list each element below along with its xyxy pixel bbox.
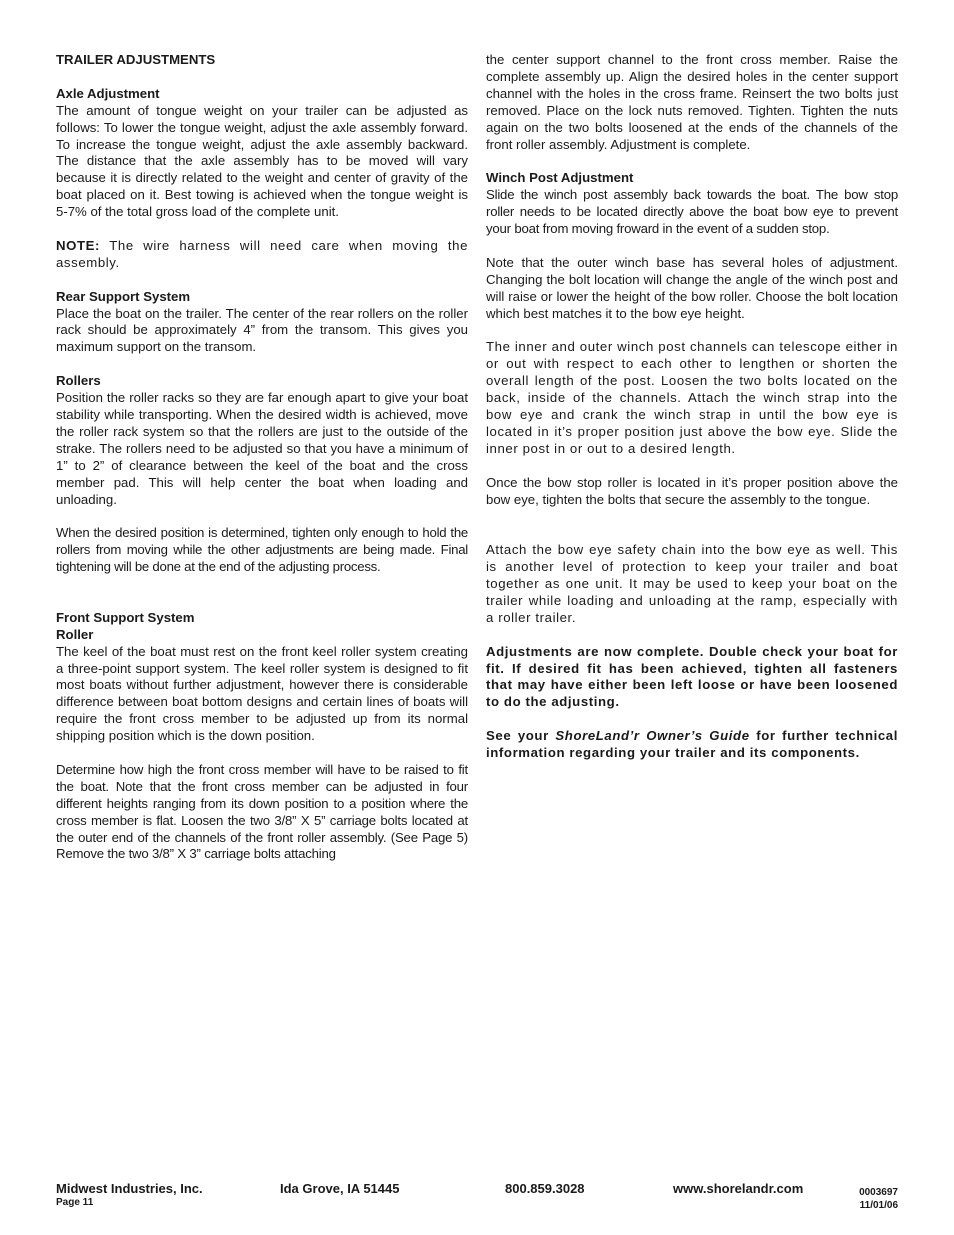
front-subheading: Roller bbox=[56, 626, 94, 642]
note-paragraph bbox=[56, 238, 468, 272]
rollers-body-2: When the desired position is determined, tighten only enough to hold the rollers from moving while the other adjustments are being made. Final tightening will be done at the end of the adjusting process. bbox=[56, 525, 468, 575]
footer-page-number: Page 11 bbox=[56, 1197, 94, 1208]
section-title: TRAILER ADJUSTMENTS bbox=[56, 52, 216, 67]
front-body-2: Determine how high the front cross member will have to be raised to fit the boat. Note that the front cross member can be adjusted in four different heights ranging from its down position to a position where the cross member is flat. Loosen the two 3/8” X 5” carriage bolts located at the outer end of the channels of the front roller assembly. (See Page 5) Remove the two 3/8” X 3” carriage bolts attaching bbox=[56, 761, 468, 862]
guide-title: ShoreLand’r Owner’s Guide bbox=[555, 728, 750, 744]
winch-body-3: The inner and outer winch post channels can telescope either in or out with respect to each other to lengthen or shorten the overall length of the post. Loosen the two bolts located on the back, inside of the channels. Attach the winch strap into the bow eye and crank the winch strap in until the bow eye is located in it’s proper position just above the bow eye. Slide the inner post in or out to a desired length. bbox=[486, 339, 898, 456]
owners-guide-paragraph bbox=[486, 728, 898, 762]
footer-phone: 800.859.3028 bbox=[505, 1181, 585, 1196]
guide-post: for further technical information regarding your trailer and its components. bbox=[486, 728, 898, 761]
adjustments-complete: Adjustments are now complete. Double check your boat for fit. If desired fit has been achieved, tighten all fasteners that may have either been left loose or have been loosened to do the adjusting. bbox=[486, 643, 898, 710]
rear-heading: Rear Support System bbox=[56, 288, 191, 304]
winch-body-4: Once the bow stop roller is located in it’s proper position above the bow eye, tighten the bolts that secure the assembly to the tongue. bbox=[486, 474, 898, 507]
rollers-heading: Rollers bbox=[56, 373, 101, 389]
page-footer bbox=[56, 1181, 898, 1211]
note-body: The wire harness will need care when moving the assembly. bbox=[56, 237, 468, 270]
footer-doc-code bbox=[859, 1186, 898, 1212]
rear-body: Place the boat on the trailer. The center of the rear rollers on the roller rack should be approximately 4” from the transom. This gives you maximum support on the transom. bbox=[56, 305, 468, 355]
footer-website: www.shorelandr.com bbox=[673, 1181, 804, 1196]
winch-body-5: Attach the bow eye safety chain into the bow eye as well. This is another level of protection to keep your trailer and boat together as one unit. It may be used to keep your boat on the trailer while loading and unloading at the ramp, especially with a roller trailer. bbox=[486, 542, 898, 625]
winch-heading: Winch Post Adjustment bbox=[486, 170, 634, 186]
footer-date: 11/01/06 bbox=[859, 1200, 898, 1211]
left-column bbox=[56, 52, 468, 863]
guide-pre: See your bbox=[486, 728, 556, 744]
winch-body-2: Note that the outer winch base has several holes of adjustment. Changing the bolt location will change the angle of the winch post and will raise or lower the height of the bow roller. Choose the bolt location which best matches it to the bow eye height. bbox=[486, 254, 898, 321]
front-heading: Front Support System bbox=[56, 609, 195, 625]
rollers-body: Position the roller racks so they are far enough apart to give your boat stability while transporting. When the desired width is achieved, move the roller rack system so that the rollers are just to the outside of the strake. The rollers need to be adjusted so that you have a minimum of 1” to 2” of clearance between the keel of the boat and the cross member pad. This will help center the boat when loading and unloading. bbox=[56, 390, 468, 507]
front-body-3: the center support channel to the front cross member. Raise the complete assembly up. Align the desired holes in the center support channel with the holes in the cross frame. Reinsert the two bolts just removed. Place on the lock nuts removed. Tighten. Tighten the nuts again on the two bolts loosened at the ends of the channels of the front roller assembly. Adjustment is complete. bbox=[486, 52, 898, 152]
footer-company: Midwest Industries, Inc. bbox=[56, 1181, 203, 1196]
axle-body: The amount of tongue weight on your trailer can be adjusted as follows: To lower the tongue weight, adjust the axle assembly forward. To increase the tongue weight, adjust the axle assembly backward. The distance that the axle assembly has to be moved will vary because it is directly related to the weight and center of gravity of the boat placed on it. Best towing is achieved when the tongue weight is 5-7% of the total gross load of the complete unit. bbox=[56, 102, 468, 220]
footer-code: 0003697 bbox=[859, 1187, 898, 1198]
front-body: The keel of the boat must rest on the front keel roller system creating a three-point support system. The keel roller system is designed to fit most boats without further adjustment, however there is considerable difference between boat bottom designs and certain lines of boats will require the front cross member to be adjusted up from its normal shipping position which is the down position. bbox=[56, 643, 468, 744]
note-label: NOTE: bbox=[56, 237, 101, 253]
right-column bbox=[486, 52, 898, 762]
winch-body: Slide the winch post assembly back towards the boat. The bow stop roller needs to be located directly above the boat bow eye to prevent your boat from moving froward in the event of a sudden stop. bbox=[486, 187, 898, 237]
axle-heading: Axle Adjustment bbox=[56, 85, 160, 101]
footer-city: Ida Grove, IA 51445 bbox=[280, 1181, 400, 1196]
